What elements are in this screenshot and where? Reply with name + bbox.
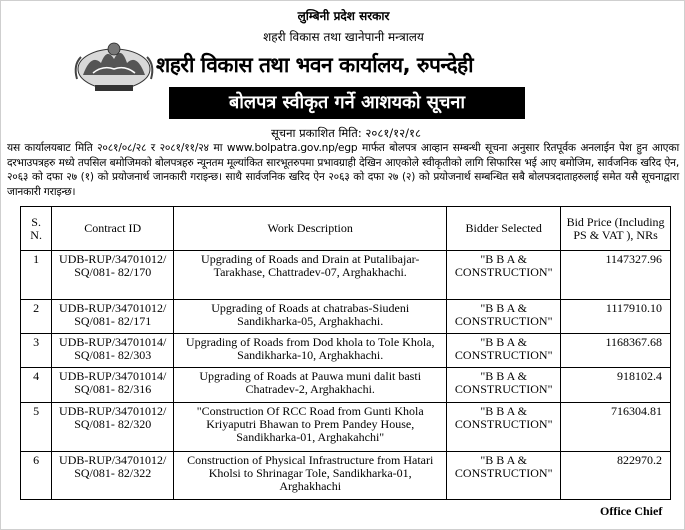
- cell-bid-price: 716304.81: [561, 403, 671, 452]
- cell-work-description: Upgrading of Roads at Pauwa muni dalit basti Chatradev-2, Arghakhachi.: [174, 368, 447, 403]
- cell-work-description: Upgrading of Roads from Dod khola to Tole Khola, Sandikharka-10, Arghakhachi.: [174, 334, 447, 368]
- table-row: [21, 334, 671, 368]
- cell-sn: 6: [21, 452, 52, 500]
- cell-bidder: "B B A & CONSTRUCTION": [447, 334, 561, 368]
- ministry-name: शहरी विकास तथा खानेपानी मन्त्रालय: [263, 30, 424, 44]
- cell-bid-price: 918102.4: [561, 368, 671, 403]
- cell-sn: 2: [21, 300, 52, 334]
- notice-body: यस कार्यालयबाट मिति २०८१/०८/२८ र २०८१/११/२४ मा www.bolpatra.gov.np/egp मार्फत बोलपत्र आव्हान सम्बन्धी सूचना अनुसार रितपूर्वक अनलाईन पेश हुन आएका दरभाउपत्रहरु मध्ये तपसिल बमोजिमको बोलपत्रहरु न्यूनतम मूल्यांकित सारभूतरुपमा प्रभावग्राही देखिन आएकोले स्वीकृतीको लागि सिफारिस भई आए बमोजिम, सार्वजनिक खरिद ऐन, २०६३ को दफा २७ (१) को प्रयोजनार्थ जानकारी गराइन्छ। साथै सार्वजनिक खरिद ऐन २०६३ को दफा २७ (२) को प्रयोजनार्थ सम्बन्धित सबै बोलपत्रदाताहरुलाई समेत यसै सूचनाद्वारा जानकारी गराइन्छ।: [7, 142, 679, 198]
- cell-bidder: "B B A & CONSTRUCTION": [447, 368, 561, 403]
- table-row: [21, 251, 671, 300]
- office-name: शहरी विकास तथा भवन कार्यालय, रुपन्देही: [156, 53, 474, 77]
- table-row: [21, 300, 671, 334]
- cell-work-description: "Construction Of RCC Road from Gunti Khola Kriyaputri Bhawan to Prem Pandey House, Sandikharka-01, Arghakahchi": [174, 403, 447, 452]
- cell-contract-id: UDB-RUP/34701012/ SQ/081- 82/320: [52, 403, 174, 452]
- header-work-description: Work Description: [174, 207, 447, 251]
- cell-work-description: Construction of Physical Infrastructure from Hatari Kholsi to Shrinagar Tole, Sandikharka-01, Arghakhachi: [174, 452, 447, 500]
- cell-contract-id: UDB-RUP/34701012/ SQ/081- 82/322: [52, 452, 174, 500]
- cell-sn: 1: [21, 251, 52, 300]
- province-name: लुम्बिनी प्रदेश सरकार: [297, 9, 390, 23]
- notice-title: बोलपत्र स्वीकृत गर्ने आशयको सूचना: [169, 87, 525, 119]
- published-date: सूचना प्रकाशित मिति: २०८१/१२/१८: [271, 126, 421, 140]
- cell-contract-id: UDB-RUP/34701012/ SQ/081- 82/171: [52, 300, 174, 334]
- cell-bid-price: 1168367.68: [561, 334, 671, 368]
- table-header-row: [21, 207, 671, 251]
- cell-work-description: Upgrading of Roads and Drain at Putalibajar-Tarakhase, Chattradev-07, Arghakhachi.: [174, 251, 447, 300]
- header-contract-id: Contract ID: [52, 207, 174, 251]
- signature-office-chief: Office Chief: [600, 504, 663, 518]
- table-row: [21, 403, 671, 452]
- header-bid-price: Bid Price (Including PS & VAT ), NRs: [561, 207, 671, 251]
- table-row: [21, 368, 671, 403]
- cell-bid-price: 1147327.96: [561, 251, 671, 300]
- cell-bidder: "B B A & CONSTRUCTION": [447, 300, 561, 334]
- cell-bidder: "B B A & CONSTRUCTION": [447, 403, 561, 452]
- cell-contract-id: UDB-RUP/34701014/ SQ/081- 82/316: [52, 368, 174, 403]
- cell-contract-id: UDB-RUP/34701014/ SQ/081- 82/303: [52, 334, 174, 368]
- awards-table: [20, 206, 671, 500]
- cell-bidder: "B B A & CONSTRUCTION": [447, 452, 561, 500]
- header-bidder-selected: Bidder Selected: [447, 207, 561, 251]
- cell-sn: 5: [21, 403, 52, 452]
- cell-bid-price: 1117910.10: [561, 300, 671, 334]
- table-row: [21, 452, 671, 500]
- cell-bid-price: 822970.2: [561, 452, 671, 500]
- cell-sn: 3: [21, 334, 52, 368]
- cell-contract-id: UDB-RUP/34701012/ SQ/081- 82/170: [52, 251, 174, 300]
- cell-sn: 4: [21, 368, 52, 403]
- cell-bidder: "B B A & CONSTRUCTION": [447, 251, 561, 300]
- cell-work-description: Upgrading of Roads at chatrabas-Siudeni Sandikharka-05, Arghakhachi.: [174, 300, 447, 334]
- header-sn: S. N.: [21, 207, 52, 251]
